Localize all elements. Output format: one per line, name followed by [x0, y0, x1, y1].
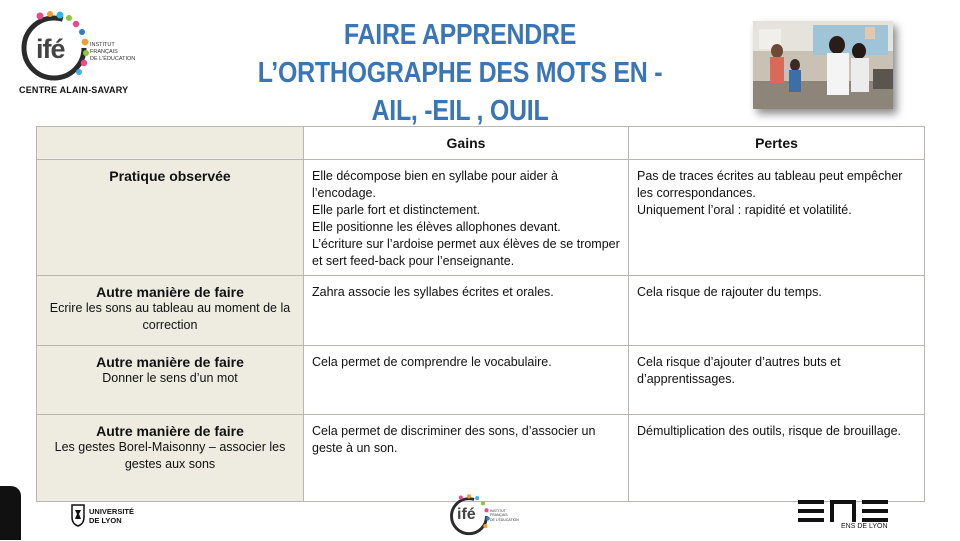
- row-title: Autre manière de faire: [96, 354, 244, 370]
- header-pertes: Pertes: [629, 127, 925, 160]
- table-row: [37, 160, 925, 276]
- row-label: [37, 276, 304, 346]
- slide-title: [236, 16, 683, 130]
- classroom-photo: [753, 21, 893, 109]
- gains-line: Cela permet de discriminer des sons, d’associer un geste à un son.: [312, 424, 596, 455]
- ife-footer-subtitle: INSTITUT FRANÇAIS DE L'ÉDUCATION: [490, 509, 519, 522]
- row-subtitle: Ecrire les sons au tableau au moment de la correction: [49, 301, 291, 332]
- pertes-line: Pas de traces écrites au tableau peut empêcher les correspondances.: [637, 169, 903, 200]
- gains-cell: [304, 276, 629, 346]
- ife-logo-subtitle: INSTITUT FRANÇAIS DE L'ÉDUCATION: [90, 42, 136, 62]
- row-label: [37, 346, 304, 415]
- gains-line: Elle décompose bien en syllabe pour aider à l’encodage.: [312, 169, 558, 200]
- lion-shield-icon: [70, 503, 86, 527]
- table-row: [37, 276, 925, 346]
- ens-de-lyon-logo: [798, 500, 888, 536]
- centre-label: CENTRE ALAIN-SAVARY: [19, 85, 129, 95]
- comparison-table: [36, 126, 925, 502]
- ife-logo-word: ifé: [36, 34, 65, 64]
- gains-cell: [304, 346, 629, 415]
- pertes-line: Cela risque de rajouter du temps.: [637, 285, 822, 299]
- gains-line: Cela permet de comprendre le vocabulaire.: [312, 355, 552, 369]
- pertes-line: Cela risque d’ajouter d’autres buts et d’apprentissages.: [637, 355, 841, 386]
- title-line: AIL, -EIL , OUIL: [371, 95, 549, 127]
- pertes-cell: [629, 160, 925, 276]
- gains-line: Elle parle fort et distinctement.: [312, 203, 481, 217]
- slide-corner-tab: [0, 486, 21, 540]
- header-gains: Gains: [304, 127, 629, 160]
- row-label: [37, 160, 304, 276]
- ens-de-lyon-text: ENS DE LYON: [841, 523, 888, 530]
- ife-footer-logo: [448, 494, 528, 536]
- row-title: Autre manière de faire: [96, 284, 244, 300]
- gains-cell: [304, 160, 629, 276]
- table-header-row: [37, 127, 925, 160]
- title-line: L’ORTHOGRAPHE DES MOTS EN -: [257, 57, 663, 89]
- universite-de-lyon-text: UNIVERSITÉ DE LYON: [89, 507, 135, 525]
- ens-mark-icon: [798, 500, 888, 522]
- table-row: [37, 415, 925, 502]
- universite-de-lyon-logo: [70, 503, 150, 529]
- gains-line: L’écriture sur l’ardoise permet aux élèves de se tromper et sert feed-back pour l’enseignante.: [312, 237, 620, 268]
- gains-cell: [304, 415, 629, 502]
- header-empty: [37, 127, 304, 160]
- row-label: [37, 415, 304, 502]
- pertes-line: Uniquement l’oral : rapidité et volatilité.: [637, 203, 852, 217]
- ife-footer-word: ifé: [457, 506, 476, 523]
- row-title: Autre manière de faire: [96, 423, 244, 439]
- pertes-cell: [629, 346, 925, 415]
- title-line: FAIRE APPRENDRE: [343, 19, 577, 51]
- row-subtitle: Donner le sens d’un mot: [102, 371, 238, 385]
- row-title: Pratique observée: [109, 168, 231, 184]
- classroom-photo-image: [753, 21, 893, 109]
- pertes-cell: [629, 415, 925, 502]
- table-row: [37, 346, 925, 415]
- gains-line: Elle positionne les élèves allophones devant.: [312, 220, 561, 234]
- pertes-line: Démultiplication des outils, risque de brouillage.: [637, 424, 902, 438]
- gains-line: Zahra associe les syllabes écrites et orales.: [312, 285, 554, 299]
- row-subtitle: Les gestes Borel-Maisonny – associer les gestes aux sons: [54, 440, 286, 471]
- pertes-cell: [629, 276, 925, 346]
